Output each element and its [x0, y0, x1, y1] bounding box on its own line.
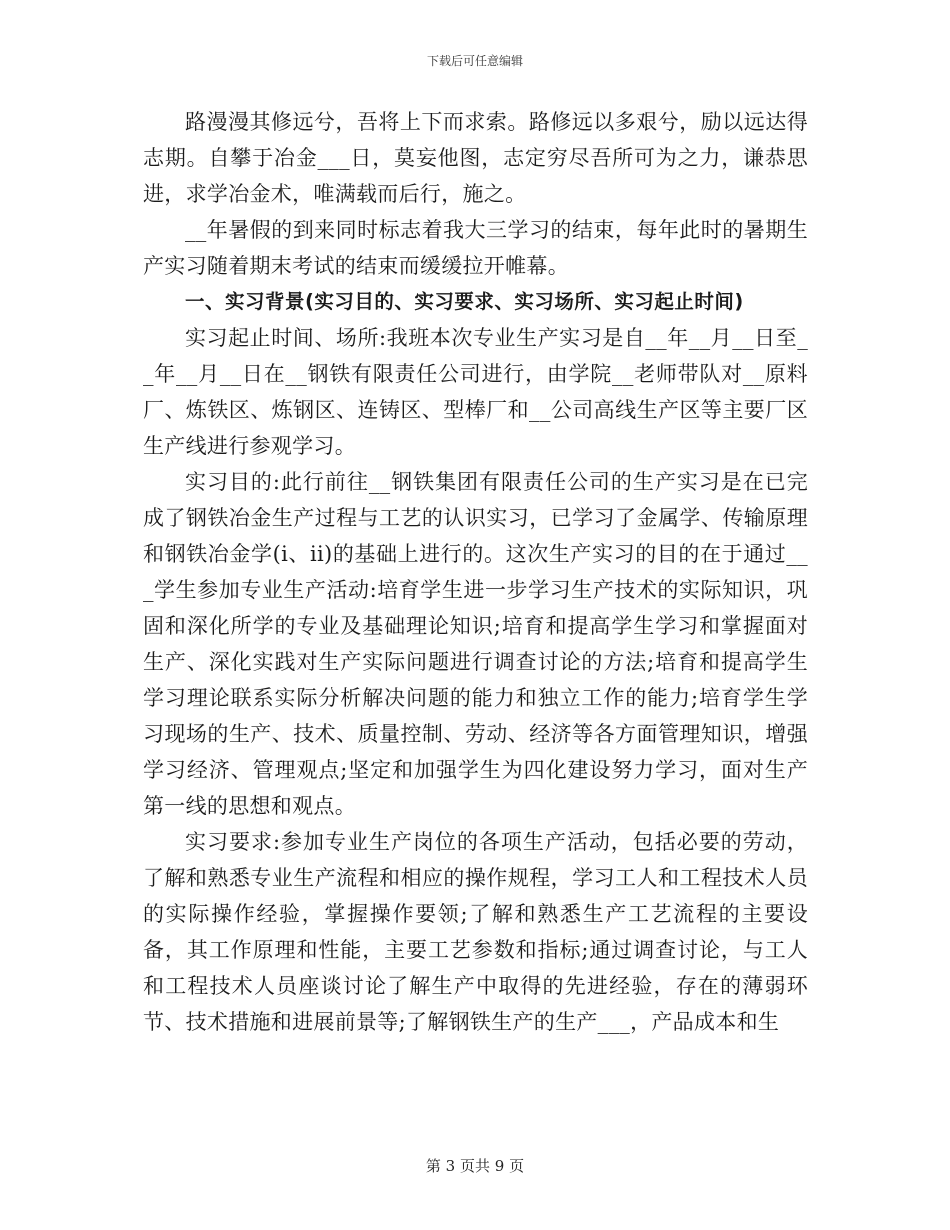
section-heading-background: 一、实习背景(实习目的、实习要求、实习场所、实习起止时间): [185, 290, 744, 313]
document-body: [143, 104, 808, 1040]
page-header: 下载后可任意编辑: [426, 54, 523, 68]
paragraph-time-place: 实习起止时间、场所:我班本次专业生产实习是自__年__月__日至__年__月__日在__钢铁有限责任公司进行，由学院__老师带队对__原料厂、炼铁区、炼钢区、连铸区、型棒厂和__公司高线生产区等主要厂区生产线进行参观学习。: [143, 326, 808, 458]
paragraph-purpose: 实习目的:此行前往__钢铁集团有限责任公司的生产实习是在已完成了钢铁冶金生产过程与工艺的认识实习，已学习了金属学、传输原理和钢铁冶金学(i、ii)的基础上进行的。这次生产实习的目的在于通过___学生参加专业生产活动:培育学生进一步学习生产技术的实际知识，巩固和深化所学的专业及基础理论知识;培育和提高学生学习和掌握面对生产、深化实践对生产实际问题进行调查讨论的方法;培育和提高学生学习理论联系实际分析解决问题的能力和独立工作的能力;培育学生学习现场的生产、技术、质量控制、劳动、经济等各方面管理知识，增强学习经济、管理观点;坚定和加强学生为四化建设努力学习，面对生产第一线的思想和观点。: [143, 470, 808, 818]
paragraph-intro: 路漫漫其修远兮，吾将上下而求索。路修远以多艰兮，励以远达得志期。自攀于冶金___日，莫妄他图，志定穷尽吾所可为之力，谦恭思进，求学冶金术，唯满载而后行，施之。: [143, 110, 808, 206]
paragraph-requirements: 实习要求:参加专业生产岗位的各项生产活动，包括必要的劳动，了解和熟悉专业生产流程和相应的操作规程，学习工人和工程技术人员的实际操作经验，掌握操作要领;了解和熟悉生产工艺流程的主要设备，其工作原理和性能，主要工艺参数和指标;通过调查讨论，与工人和工程技术人员座谈讨论了解生产中取得的先进经验，存在的薄弱环节、技术措施和进展前景等;了解钢铁生产的生产___，产品成本和生: [143, 830, 808, 1034]
paragraph-summer-internship: __年暑假的到来同时标志着我大三学习的结束，每年此时的暑期生产实习随着期末考试的结束而缓缓拉开帷幕。: [143, 218, 808, 278]
page-footer: 第 3 页共 9 页: [425, 1157, 525, 1175]
